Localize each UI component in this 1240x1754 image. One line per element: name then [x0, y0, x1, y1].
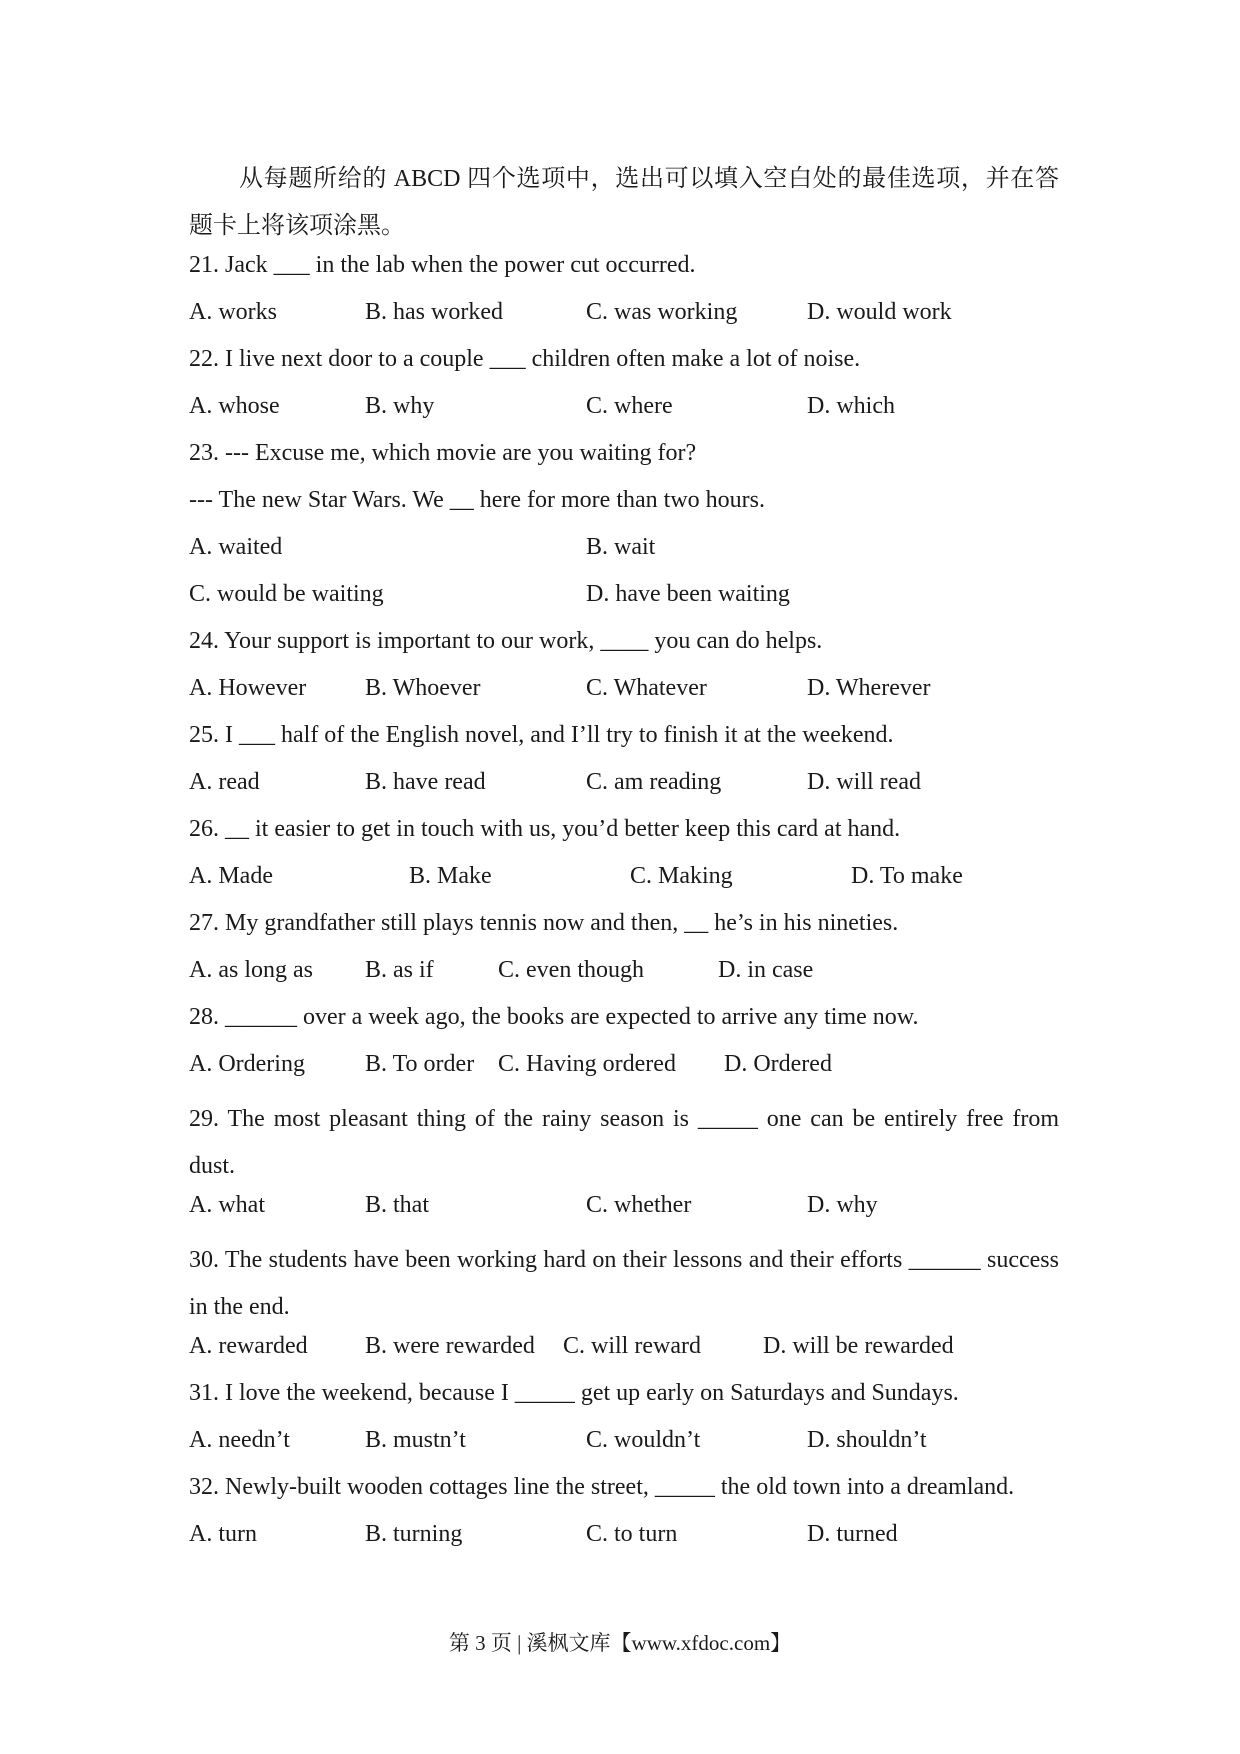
- option-c: C. Making: [630, 863, 733, 889]
- question-21-options: [189, 297, 1059, 344]
- question-26-options: [189, 861, 1059, 908]
- question-25-stem: 25. I ___ half of the English novel, and I’ll try to finish it at the weekend.: [189, 722, 894, 748]
- option-d: D. Ordered: [724, 1051, 832, 1077]
- question-29-options: [189, 1190, 1059, 1237]
- option-d: D. turned: [807, 1521, 898, 1547]
- option-b: B. has worked: [365, 299, 503, 325]
- question-28-options: [189, 1049, 1059, 1096]
- option-a: A. read: [189, 769, 260, 795]
- option-a: A. Ordering: [189, 1051, 305, 1077]
- option-d: D. will read: [807, 769, 921, 795]
- question-27-options: [189, 955, 1059, 1002]
- question-24-stem: 24. Your support is important to our work, ____ you can do helps.: [189, 628, 823, 654]
- question-23-options-row2: [189, 579, 1059, 626]
- option-d: D. To make: [851, 863, 963, 889]
- option-b: B. Make: [409, 863, 492, 889]
- option-d: D. in case: [718, 957, 814, 983]
- option-c: C. am reading: [586, 769, 722, 795]
- question-section: [189, 156, 1059, 1566]
- question-31-options: [189, 1425, 1059, 1472]
- option-c: C. to turn: [586, 1521, 678, 1547]
- option-d: D. Wherever: [807, 675, 931, 701]
- page-footer: 第 3 页 | 溪枫文库【www.xfdoc.com】: [448, 1631, 792, 1655]
- question-22-options: [189, 391, 1059, 438]
- option-d: D. shouldn’t: [807, 1427, 927, 1453]
- option-c: C. wouldn’t: [586, 1427, 701, 1453]
- question-23-stem: 23. --- Excuse me, which movie are you waiting for?: [189, 440, 697, 466]
- option-b: B. that: [365, 1192, 429, 1218]
- question-28-stem: 28. ______ over a week ago, the books are expected to arrive any time now.: [189, 1004, 919, 1030]
- option-c: C. where: [586, 393, 673, 419]
- question-29-stem: 29. The most pleasant thing of the rainy season is _____ one can be entirely free from dust.: [189, 1106, 1059, 1179]
- option-a: A. rewarded: [189, 1333, 308, 1359]
- option-a: A. as long as: [189, 957, 313, 983]
- option-a: A. needn’t: [189, 1427, 290, 1453]
- question-26-stem: 26. __ it easier to get in touch with us, you’d better keep this card at hand.: [189, 816, 901, 842]
- instructions: 从每题所给的 ABCD 四个选项中，选出可以填入空白处的最佳选项，并在答题卡上将该项涂黑。: [189, 166, 1059, 239]
- question-30-options: [189, 1331, 1059, 1378]
- option-c: C. Having ordered: [498, 1051, 676, 1077]
- question-23-options-row1: [189, 532, 1059, 579]
- option-b: B. wait: [586, 534, 656, 560]
- option-a: A. whose: [189, 393, 280, 419]
- option-b: B. have read: [365, 769, 486, 795]
- option-b: B. were rewarded: [365, 1333, 535, 1359]
- option-a: A. Made: [189, 863, 273, 889]
- question-23-stem-reply: --- The new Star Wars. We __ here for more than two hours.: [189, 487, 765, 513]
- option-c: C. whether: [586, 1192, 692, 1218]
- option-b: B. mustn’t: [365, 1427, 466, 1453]
- question-21-stem: 21. Jack ___ in the lab when the power cut occurred.: [189, 252, 696, 278]
- option-b: B. To order: [365, 1051, 475, 1077]
- question-22-stem: 22. I live next door to a couple ___ children often make a lot of noise.: [189, 346, 861, 372]
- option-a: A. waited: [189, 534, 283, 560]
- question-27-stem: 27. My grandfather still plays tennis now and then, __ he’s in his nineties.: [189, 910, 899, 936]
- option-c: C. even though: [498, 957, 644, 983]
- option-d: D. have been waiting: [586, 581, 790, 607]
- option-d: D. which: [807, 393, 895, 419]
- option-b: B. Whoever: [365, 675, 481, 701]
- option-d: D. will be rewarded: [763, 1333, 954, 1359]
- option-a: A. turn: [189, 1521, 257, 1547]
- option-b: B. why: [365, 393, 435, 419]
- question-32-options: [189, 1519, 1059, 1566]
- option-d: D. would work: [807, 299, 952, 325]
- option-d: D. why: [807, 1192, 878, 1218]
- option-a: A. However: [189, 675, 307, 701]
- question-25-options: [189, 767, 1059, 814]
- question-32-stem: 32. Newly-built wooden cottages line the street, _____ the old town into a dreamland.: [189, 1474, 1015, 1500]
- option-b: B. turning: [365, 1521, 463, 1547]
- option-c: C. would be waiting: [189, 581, 384, 607]
- question-31-stem: 31. I love the weekend, because I _____ get up early on Saturdays and Sundays.: [189, 1380, 959, 1406]
- option-b: B. as if: [365, 957, 434, 983]
- option-c: C. will reward: [563, 1333, 701, 1359]
- question-24-options: [189, 673, 1059, 720]
- option-c: C. Whatever: [586, 675, 707, 701]
- option-c: C. was working: [586, 299, 738, 325]
- option-a: A. what: [189, 1192, 265, 1218]
- option-a: A. works: [189, 299, 277, 325]
- question-30-stem: 30. The students have been working hard on their lessons and their efforts ______ success in the end.: [189, 1247, 1059, 1320]
